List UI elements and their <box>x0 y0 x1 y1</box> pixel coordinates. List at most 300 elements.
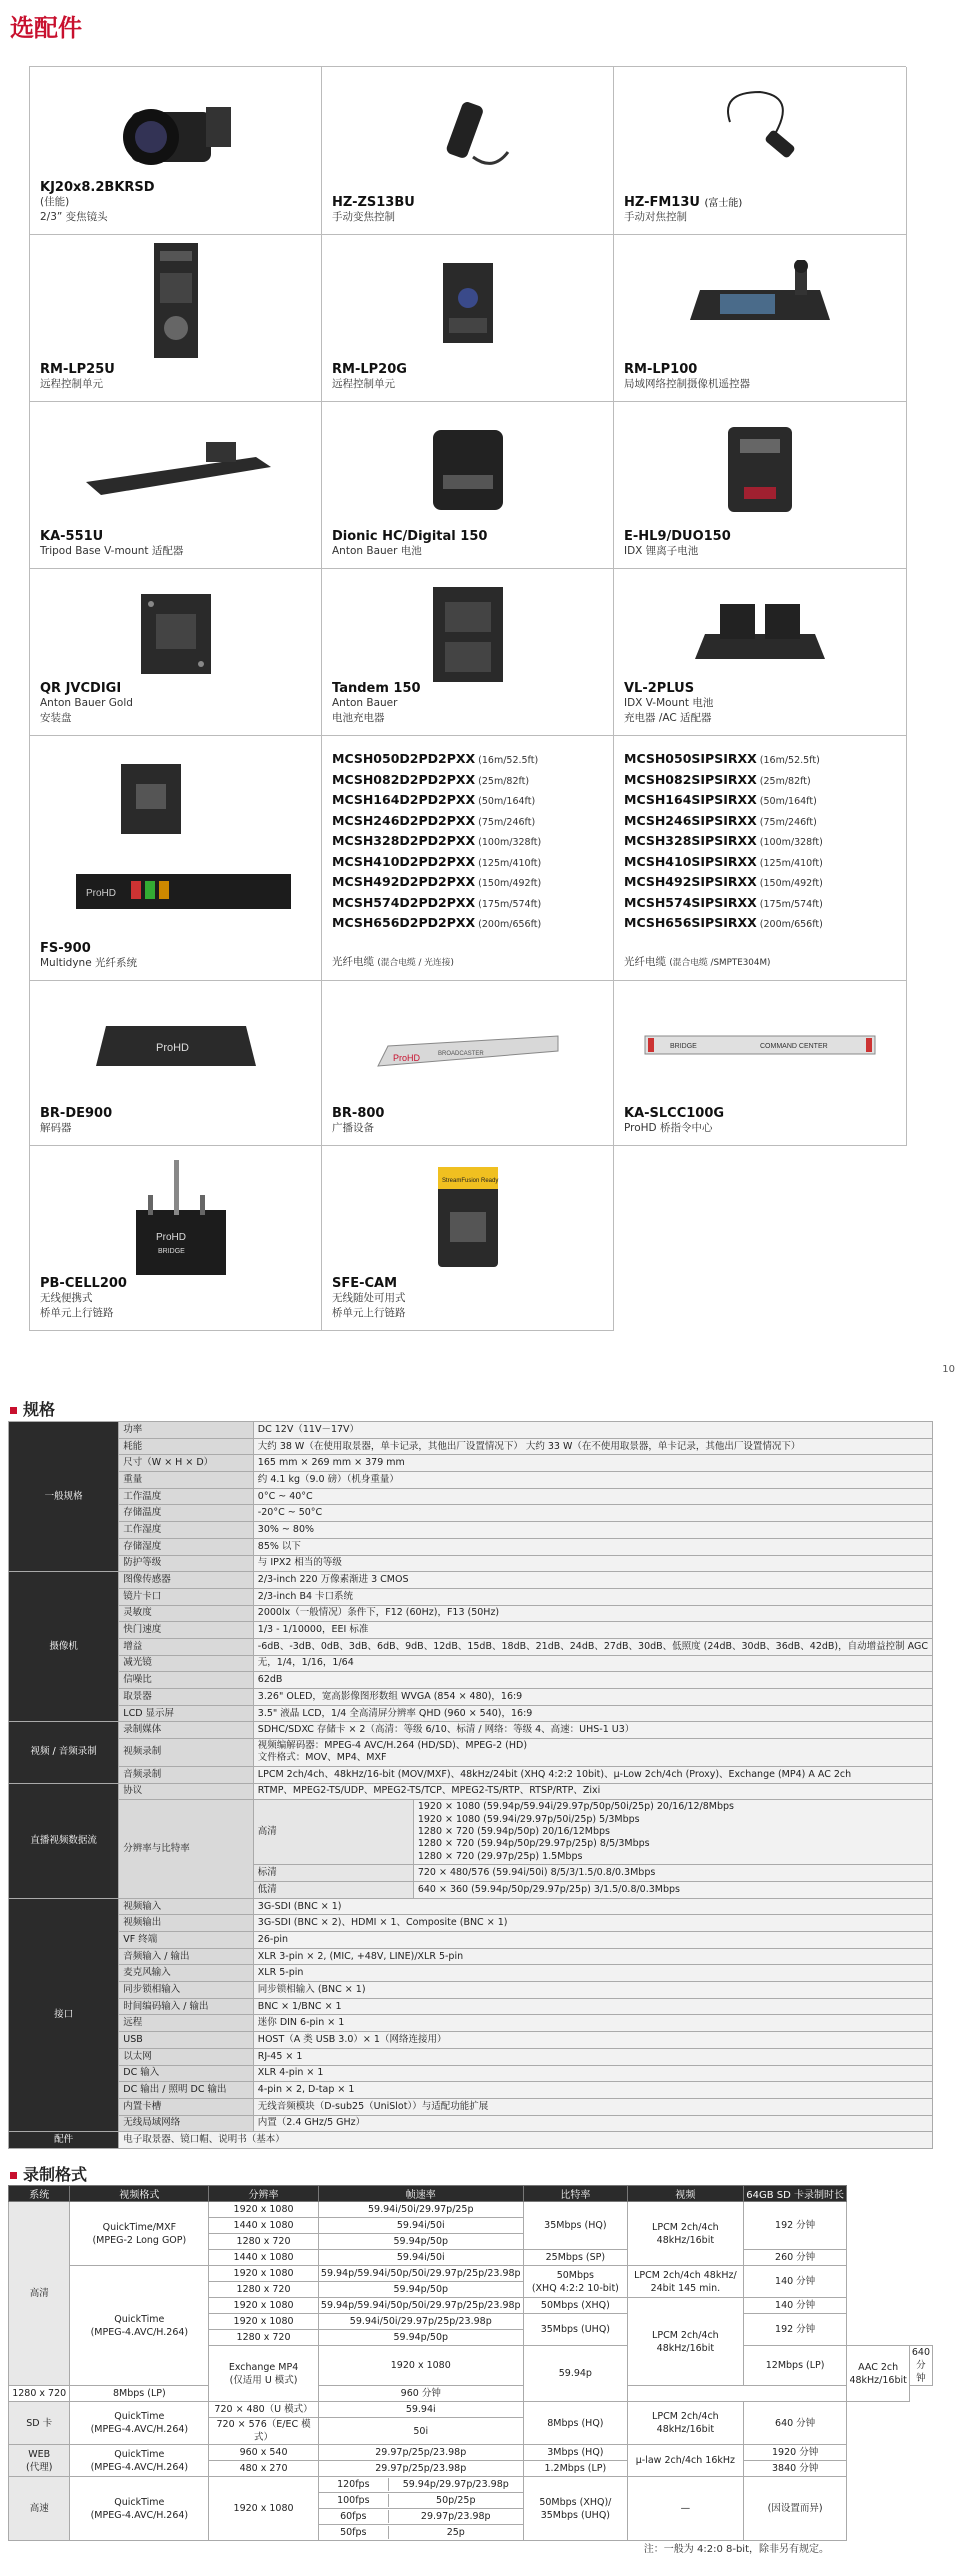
spec-cell: 视频 / 音频录制 <box>9 1722 119 1783</box>
rec-cell: 1920 x 1080 <box>209 2202 319 2218</box>
rec-cell: 50Mbps (XHQ)/ 35Mbps (UHQ) <box>523 2477 627 2541</box>
rec-cell: 720 × 480（U 模式） <box>209 2402 319 2418</box>
rec-cell: QuickTime (MPEG-4.AVC/H.264) <box>70 2402 209 2445</box>
spec-row <box>9 1998 933 2015</box>
spec-cell: 图像传感器 <box>119 1572 254 1589</box>
product-desc: 桥单元上行链路 <box>40 1307 114 1319</box>
cable-model: MCSH328SIPSIRXX (100m/328ft) <box>624 833 823 848</box>
spec-cell: 内置（2.4 GHz/5 GHz） <box>253 2115 932 2132</box>
accessory-card <box>322 402 614 569</box>
rec-cell: 59.94i/50i <box>318 2250 523 2266</box>
product-name: PB-CELL200 <box>40 1276 127 1291</box>
spec-cell: 2/3-inch B4 卡口系统 <box>253 1588 932 1605</box>
page-number: 10 <box>942 1364 955 1375</box>
spec-row <box>9 2082 933 2099</box>
spec-cell: RTMP、MPEG2-TS/UDP、MPEG2-TS/TCP、MPEG2-TS/RTP、RTSP/RTP、Zixi <box>253 1783 932 1800</box>
accessory-card <box>322 67 614 235</box>
rec-cell: 25Mbps (SP) <box>523 2250 627 2266</box>
rec-cell: 1920 x 1080 <box>209 2266 319 2282</box>
rec-cell: 高速 <box>9 2477 70 2541</box>
rec-cell: 3840 分钟 <box>743 2461 847 2477</box>
cable-model: MCSH574D2PD2PXX (175m/574ft) <box>332 894 542 910</box>
rec-header: 64GB SD 卡录制时长 <box>743 2186 847 2202</box>
spec-cell: 0°C ~ 40°C <box>253 1488 932 1505</box>
product-name: Dionic HC/Digital 150 <box>332 529 488 544</box>
rec-cell: 1280 x 720 <box>209 2282 319 2298</box>
rec-cell: 高清 <box>9 2202 70 2386</box>
rec-header: 分辨率 <box>209 2186 319 2202</box>
rec-cell: — <box>628 2477 744 2541</box>
product-name: RM-LP25U <box>40 362 115 377</box>
spec-row <box>9 1622 933 1639</box>
spec-cell: 摄像机 <box>9 1572 119 1722</box>
spec-cell: SDHC/SDXC 存储卡 × 2（高清：等级 6/10、标清 / 网络：等级 4、高速：UHS-1 U3） <box>253 1722 932 1739</box>
tripod-base-icon <box>76 427 276 507</box>
product-desc: IDX V-Mount 电池 <box>624 697 714 709</box>
spec-cell: 30% ~ 80% <box>253 1522 932 1539</box>
spec-cell: 1920 × 1080 (59.94p/59.94i/29.97p/50p/50i/25p) 20/16/12/8Mbps 1920 × 1080 (59.94i/29.97p/50i/25p) 5/3Mbps 1280 × 720 (59.94p/50p) 20/16/12Mbps 1280 × 720 (59.94p/50p/29.97p/25p) 8/5/3Mbps 1280 × 720 (29.97p/25p) 1.5Mbps <box>413 1800 932 1865</box>
accessory-card <box>30 235 322 402</box>
rec-cell: 8Mbps (HQ) <box>523 2402 627 2445</box>
cable-desc: 光纤电缆 (混合电缆 / 光连接) <box>332 956 454 968</box>
rec-header: 系统 <box>9 2186 70 2202</box>
spec-row <box>9 2115 933 2132</box>
spec-cell: -20°C ~ 50°C <box>253 1505 932 1522</box>
charger-icon <box>685 589 835 679</box>
accessory-card <box>614 67 907 235</box>
rec-cell: 100fps 50p/25p <box>318 2493 523 2509</box>
product-desc: ProHD 桥指令中心 <box>624 1122 713 1134</box>
spec-cell: 尺寸（W × H × D） <box>119 1455 254 1472</box>
product-desc: 解码器 <box>40 1122 72 1134</box>
accessory-card <box>322 981 614 1146</box>
spec-row <box>9 1638 933 1655</box>
spec-cell: 麦克风输入 <box>119 1965 254 1982</box>
cable-model: MCSH656D2PD2PXX (200m/656ft) <box>332 915 542 930</box>
cable-model: MCSH410SIPSIRXX (125m/410ft) <box>624 853 823 869</box>
spec-cell: 2/3-inch 220 万像素渐进 3 CMOS <box>253 1572 932 1589</box>
rec-cell: QuickTime (MPEG-4.AVC/H.264) <box>70 2445 209 2477</box>
spec-cell: 约 4.1 kg（9.0 磅）（机身重量） <box>253 1472 932 1489</box>
cable-model: MCSH164D2PD2PXX (50m/164ft) <box>332 792 536 807</box>
rec-cell: 59.94i/50i <box>318 2218 523 2234</box>
product-desc: 远程控制单元 <box>40 378 103 390</box>
cell-bridge-image <box>30 1152 321 1282</box>
cable-model: MCSH246D2PD2PXX (75m/246ft) <box>332 812 536 828</box>
mount-plate-image <box>30 575 321 693</box>
battery-icon <box>720 417 800 517</box>
product-name: FS-900 <box>40 941 91 956</box>
spec-cell: 无线局域网络 <box>119 2115 254 2132</box>
rec-cell: 260 分钟 <box>743 2250 847 2266</box>
spec-row <box>9 2048 933 2065</box>
product-desc: 桥单元上行链路 <box>332 1307 406 1319</box>
rec-row <box>9 2445 933 2461</box>
rec-cell: QuickTime (MPEG-4.AVC/H.264) <box>70 2266 209 2386</box>
accessory-card <box>30 1146 322 1331</box>
spec-cell: 内置卡槽 <box>119 2098 254 2115</box>
spec-row <box>9 1605 933 1622</box>
spec-cell: 配件 <box>9 2132 119 2149</box>
zoom-control-icon <box>423 82 513 182</box>
rec-cell: 1920 x 1080 <box>209 2477 319 2541</box>
spec-row <box>9 1422 933 1439</box>
accessory-card <box>322 1146 614 1331</box>
rec-cell: LPCM 2ch/4ch 48kHz/ 24bit 145 min. <box>628 2266 744 2298</box>
product-name: HZ-ZS13BU <box>332 195 415 210</box>
page-title: 选配件 <box>10 14 82 42</box>
rec-cell: 59.94p <box>523 2346 627 2402</box>
spec-cell: 直播视频数据流 <box>9 1783 119 1898</box>
spec-row <box>9 1555 933 1572</box>
spec-cell: 增益 <box>119 1638 254 1655</box>
zoom-control-image <box>322 73 613 191</box>
spec-cell: 远程 <box>119 2015 254 2032</box>
product-name: KA-551U <box>40 529 104 544</box>
product-desc: Tripod Base V-mount 适配器 <box>40 545 184 557</box>
product-name: RM-LP20G <box>332 362 407 377</box>
accessory-card <box>614 569 907 736</box>
cable-model: MCSH082SIPSIRXX (25m/82ft) <box>624 771 811 787</box>
spec-cell: 录制媒体 <box>119 1722 254 1739</box>
broadcaster-icon <box>368 1011 568 1081</box>
fiber-system-image <box>30 756 321 921</box>
accessory-card <box>30 736 322 981</box>
battery-image <box>322 408 613 526</box>
spec-cell: 视频编解码器：MPEG-4 AVC/H.264 (HD/SD)、MPEG-2 (HD) 文件格式：MOV、MP4、MXF <box>253 1739 932 1767</box>
product-name: BR-DE900 <box>40 1106 113 1121</box>
broadcaster-label: BROADCASTER <box>437 1051 484 1057</box>
command-center-icon <box>640 1026 880 1066</box>
spec-cell: 大约 38 W（在使用取景器，单卡记录，其他出厂设置情况下） 大约 33 W（在不使用取景器，单卡记录，其他出厂设置情况下） <box>253 1438 932 1455</box>
spec-cell: 3G-SDI (BNC × 1) <box>253 1898 932 1915</box>
accessory-card <box>30 402 322 569</box>
rec-cell: SD 卡 <box>9 2402 70 2445</box>
rec-cell: 29.97p/25p/23.98p <box>318 2461 523 2477</box>
rec-cell: LPCM 2ch/4ch 48kHz/16bit <box>628 2298 744 2386</box>
spec-row <box>9 1538 933 1555</box>
rec-cell: 1920 x 1080 <box>318 2346 523 2386</box>
spec-row <box>9 1739 933 1767</box>
product-name: SFE-CAM <box>332 1276 398 1291</box>
product-desc: Multidyne 光纤系统 <box>40 957 137 969</box>
rec-table <box>8 2185 933 2541</box>
sfe-cam-icon <box>428 1162 508 1272</box>
accessory-card <box>614 981 907 1146</box>
charger-image <box>322 575 613 693</box>
spec-cell: 与 IPX2 相当的等级 <box>253 1555 932 1572</box>
product-note: (佳能) <box>40 196 70 208</box>
lan-controller-image <box>614 241 906 359</box>
rec-cell: 8Mbps (LP) <box>70 2386 209 2402</box>
rec-row <box>9 2386 933 2402</box>
rec-cell: 59.94p/59.94i/50p/50i/29.97p/25p/23.98p <box>318 2298 523 2314</box>
spec-cell: 4-pin × 2, D-tap × 1 <box>253 2082 932 2099</box>
product-name: VL-2PLUS <box>624 681 695 696</box>
rec-cell: LPCM 2ch/4ch 48kHz/16bit <box>628 2202 744 2266</box>
spec-cell: 取景器 <box>119 1689 254 1706</box>
accessory-card <box>30 569 322 736</box>
rec-cell: 50Mbps (XHQ 4:2:2 10-bit) <box>523 2266 627 2298</box>
rec-row <box>9 2477 933 2493</box>
product-desc: Anton Bauer <box>332 697 398 709</box>
cable-model: MCSH656SIPSIRXX (200m/656ft) <box>624 915 823 930</box>
spec-cell: 信噪比 <box>119 1672 254 1689</box>
product-name: Tandem 150 <box>332 681 421 696</box>
product-desc: 广播设备 <box>332 1122 374 1134</box>
spec-cell: 耗能 <box>119 1438 254 1455</box>
rec-cell: 59.94i <box>318 2402 523 2418</box>
rec-cell: 59.94p/50p <box>318 2282 523 2298</box>
rec-note: 注：一般为 4:2:0 8-bit，除非另有规定。 <box>643 2544 829 2555</box>
spec-cell: 音频录制 <box>119 1766 254 1783</box>
rec-row <box>9 2266 933 2282</box>
spec-cell: 电子取景器、镜口帽、说明书（基本） <box>119 2132 933 2149</box>
spec-row <box>9 1766 933 1783</box>
spec-cell: 无，1/4，1/16，1/64 <box>253 1655 932 1672</box>
product-desc: 充电器 /AC 适配器 <box>624 712 712 724</box>
spec-cell: XLR 5-pin <box>253 1965 932 1982</box>
spec-cell: LPCM 2ch/4ch、48kHz/16-bit (MOV/MXF)、48kHz/24bit (XHQ 4:2:2 10bit)、μ-Low 2ch/4ch (Proxy)、Exchange (MP4) A AC 2ch <box>253 1766 932 1783</box>
rec-cell: 1.2Mbps (LP) <box>523 2461 627 2477</box>
cable-list <box>624 750 902 935</box>
spec-row <box>9 1948 933 1965</box>
spec-row <box>9 2065 933 2082</box>
spec-cell: RJ-45 × 1 <box>253 2048 932 2065</box>
product-desc: 手动对焦控制 <box>624 211 687 223</box>
rec-cell: 1920 x 1080 <box>209 2314 319 2330</box>
rec-cell: 35Mbps (UHQ) <box>523 2314 627 2346</box>
cable-model: MCSH328D2PD2PXX (100m/328ft) <box>332 833 542 848</box>
cable-model: MCSH492D2PD2PXX (150m/492ft) <box>332 874 542 889</box>
product-name: BR-800 <box>332 1106 385 1121</box>
remote-unit-image <box>30 241 321 359</box>
spec-row <box>9 1705 933 1722</box>
spec-cell: 功率 <box>119 1422 254 1439</box>
bridge-label: BRIDGE <box>157 1247 185 1255</box>
spec-cell: 720 × 480/576 (59.94i/50i) 8/5/3/1.5/0.8/0.3Mbps <box>413 1865 932 1882</box>
spec-cell: 一般规格 <box>9 1422 119 1572</box>
product-name: KJ20x8.2BKRSD <box>40 180 155 195</box>
rec-header: 比特率 <box>523 2186 627 2202</box>
remote-unit-image <box>322 241 613 359</box>
rec-cell: 59.94p/50p <box>318 2234 523 2250</box>
spec-cell: BNC × 1/BNC × 1 <box>253 1998 932 2015</box>
spec-row <box>9 1455 933 1472</box>
rec-cell: 1920 分钟 <box>743 2445 847 2461</box>
streamfusion-logo: StreamFusion Ready <box>441 1178 498 1184</box>
rec-header: 帧速率 <box>318 2186 523 2202</box>
decoder-icon <box>86 1006 266 1086</box>
spec-cell: 640 × 360 (59.94p/50p/29.97p/25p) 3/1.5/0.8/0.3Mbps <box>413 1881 932 1898</box>
spec-row <box>9 1505 933 1522</box>
rec-cell: QuickTime (MPEG-4.AVC/H.264) <box>70 2477 209 2541</box>
battery-image <box>614 408 906 526</box>
rec-cell: 50fps 25p <box>318 2525 523 2541</box>
rec-cell: 720 × 576（E/EC 模式） <box>209 2418 319 2445</box>
product-desc: 手动变焦控制 <box>332 211 395 223</box>
empty-cell <box>614 1146 907 1331</box>
spec-cell: 音频输入 / 输出 <box>119 1948 254 1965</box>
rec-cell: 192 分钟 <box>743 2202 847 2250</box>
cable-model: MCSH574SIPSIRXX (175m/574ft) <box>624 894 823 910</box>
rec-header: 视频格式 <box>70 2186 209 2202</box>
cable-model: MCSH246SIPSIRXX (75m/246ft) <box>624 812 817 828</box>
product-desc: 电池充电器 <box>332 712 385 724</box>
spec-cell: XLR 3-pin × 2, (MIC, +48V, LINE)/XLR 5-pin <box>253 1948 932 1965</box>
spec-cell: 3G-SDI (BNC × 2)、HDMI × 1、Composite (BNC × 1) <box>253 1915 932 1932</box>
rec-row <box>9 2202 933 2218</box>
spec-cell: XLR 4-pin × 1 <box>253 2065 932 2082</box>
charger-icon <box>423 582 513 687</box>
rec-header: 视频 <box>628 2186 744 2202</box>
product-desc: Anton Bauer Gold <box>40 697 133 709</box>
product-desc: 无线便携式 <box>40 1292 93 1304</box>
rec-cell: LPCM 2ch/4ch 48kHz/16bit <box>628 2402 744 2445</box>
product-name: KA-SLCC100G <box>624 1106 725 1121</box>
cable-desc: 光纤电缆 (混合电缆 /SMPTE304M) <box>624 956 771 968</box>
product-desc: Anton Bauer 电池 <box>332 545 422 557</box>
product-desc: 安装盘 <box>40 712 72 724</box>
spec-cell: 视频输入 <box>119 1898 254 1915</box>
spec-row <box>9 1898 933 1915</box>
spec-cell: DC 输入 <box>119 2065 254 2082</box>
spec-row <box>9 2032 933 2049</box>
spec-cell: 镜片卡口 <box>119 1588 254 1605</box>
rec-cell: QuickTime/MXF (MPEG-2 Long GOP) <box>70 2202 209 2266</box>
spec-row <box>9 1915 933 1932</box>
cell-bridge-icon <box>116 1155 236 1280</box>
spec-cell: 存储湿度 <box>119 1538 254 1555</box>
spec-cell: 无线音频模块（D-sub25（UniSlot））与适配功能扩展 <box>253 2098 932 2115</box>
rec-cell: 140 分钟 <box>743 2266 847 2298</box>
spec-cell: 防护等级 <box>119 1555 254 1572</box>
rec-cell: 59.94p/59.94i/50p/50i/29.97p/25p/23.98p <box>318 2266 523 2282</box>
spec-cell: 以太网 <box>119 2048 254 2065</box>
tripod-base-image <box>30 408 321 526</box>
spec-row <box>9 1965 933 1982</box>
spec-cell: 62dB <box>253 1672 932 1689</box>
rec-title: 录制格式 <box>10 2162 87 2185</box>
cable-model: MCSH164SIPSIRXX (50m/164ft) <box>624 792 817 807</box>
product-name: QR JVCDIGI <box>40 681 122 696</box>
spec-row <box>9 2098 933 2115</box>
rec-row <box>9 2402 933 2418</box>
spec-cell: 3.5" 液晶 LCD，1/4 全高清屏分辨率 QHD (960 × 540)，16:9 <box>253 1705 932 1722</box>
spec-cell: 接口 <box>9 1898 119 2132</box>
rec-cell: 59.94i/50i/29.97p/25p/23.98p <box>318 2314 523 2330</box>
spec-cell: 26-pin <box>253 1932 932 1949</box>
spec-row <box>9 1472 933 1489</box>
rec-cell: 480 x 270 <box>209 2461 319 2477</box>
spec-cell: VF 终端 <box>119 1932 254 1949</box>
rec-cell: 35Mbps (HQ) <box>523 2202 627 2250</box>
spec-row <box>9 1722 933 1739</box>
spec-cell: 视频录制 <box>119 1739 254 1767</box>
spec-cell: 2000lx（一般情况）条件下，F12 (60Hz)，F13 (50Hz) <box>253 1605 932 1622</box>
rec-cell: WEB (代理) <box>9 2445 70 2477</box>
spec-cell: LCD 显示屏 <box>119 1705 254 1722</box>
accessory-card <box>30 67 322 235</box>
spec-cell: 协议 <box>119 1783 254 1800</box>
prohd-logo: ProHD <box>392 1053 420 1063</box>
rec-cell: 29.97p/25p/23.98p <box>318 2445 523 2461</box>
spec-row <box>9 1522 933 1539</box>
battery-icon <box>428 420 508 515</box>
lens-icon <box>111 82 241 182</box>
rec-cell: 192 分钟 <box>743 2314 847 2346</box>
spec-cell: 标清 <box>253 1865 413 1882</box>
rec-cell: 50i <box>318 2418 523 2445</box>
spec-title: 规格 <box>10 1397 55 1420</box>
rec-cell: 1280 x 720 <box>9 2386 70 2402</box>
rec-cell: 960 x 540 <box>209 2445 319 2461</box>
sfe-cam-image <box>322 1152 613 1282</box>
focus-control-image <box>614 73 906 191</box>
spec-cell: 同步锁相输入 (BNC × 1) <box>253 1982 932 1999</box>
accessory-card <box>322 235 614 402</box>
rec-cell: 960 分钟 <box>318 2386 523 2402</box>
mount-plate-icon <box>131 584 221 684</box>
rec-cell: 59.94i/50i/29.97p/25p <box>318 2202 523 2218</box>
accessory-card-cables-a <box>322 736 614 981</box>
spec-row <box>9 1572 933 1589</box>
rec-cell: 1440 x 1080 <box>209 2218 319 2234</box>
spec-cell: 低清 <box>253 1881 413 1898</box>
spec-cell: USB <box>119 2032 254 2049</box>
spec-cell: 视频输出 <box>119 1915 254 1932</box>
prohd-logo: ProHD <box>155 1042 189 1054</box>
charger-image <box>614 575 906 693</box>
cable-model: MCSH492SIPSIRXX (150m/492ft) <box>624 874 823 889</box>
spec-cell: 减光镜 <box>119 1655 254 1672</box>
decoder-image <box>30 987 321 1105</box>
accessory-card <box>322 569 614 736</box>
accessory-grid <box>29 66 906 1331</box>
spec-table <box>8 1421 933 2149</box>
spec-cell: 迷你 DIN 6-pin × 1 <box>253 2015 932 2032</box>
accessory-card <box>30 981 322 1146</box>
product-name: HZ-FM13U (富士能) <box>624 195 743 210</box>
rec-cell: 3Mbps (HQ) <box>523 2445 627 2461</box>
rec-cell: 50Mbps (XHQ) <box>523 2298 627 2314</box>
spec-cell: 1/3 - 1/10000，EEI 标准 <box>253 1622 932 1639</box>
spec-row <box>9 2015 933 2032</box>
spec-row <box>9 1689 933 1706</box>
lens-image <box>30 73 321 191</box>
accessory-card <box>614 402 907 569</box>
spec-cell: 时间编码输入 / 输出 <box>119 1998 254 2015</box>
spec-cell: 165 mm × 269 mm × 379 mm <box>253 1455 932 1472</box>
product-desc: 2/3” 变焦镜头 <box>40 211 108 223</box>
bridge-logo: BRIDGE <box>670 1043 697 1050</box>
rec-cell: 1920 x 1080 <box>209 2298 319 2314</box>
spec-cell: 工作湿度 <box>119 1522 254 1539</box>
cable-model: MCSH082D2PD2PXX (25m/82ft) <box>332 771 530 787</box>
rec-cell: 120fps 59.94p/29.97p/23.98p <box>318 2477 523 2493</box>
rec-cell: 60fps 29.97p/23.98p <box>318 2509 523 2525</box>
spec-row <box>9 1488 933 1505</box>
spec-row <box>9 1588 933 1605</box>
spec-cell: DC 输出 / 照明 DC 输出 <box>119 2082 254 2099</box>
rec-cell: AAC 2ch 48kHz/16bit <box>847 2346 909 2402</box>
cable-model: MCSH050SIPSIRXX (16m/52.5ft) <box>624 751 820 766</box>
command-center-image <box>614 987 906 1105</box>
rec-cell: 1280 x 720 <box>209 2330 319 2346</box>
prohd-logo: ProHD <box>155 1231 186 1243</box>
cable-list <box>332 750 609 935</box>
spec-cell: -6dB、-3dB、0dB、3dB、6dB、9dB、12dB、15dB、18dB、21dB、24dB、27dB、30dB、低照度 (24dB、30dB、36dB、42dB)，自动增益控制 AGC <box>253 1638 932 1655</box>
